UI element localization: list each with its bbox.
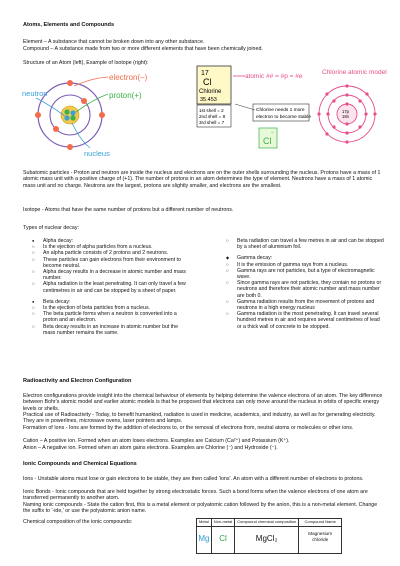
table-header-nonmetal: Non-metal xyxy=(211,519,234,527)
decay-heading: Types of nuclear decay: xyxy=(23,225,79,231)
nonmetal-symbol: Cl xyxy=(219,534,227,543)
isotope-diagram xyxy=(195,64,395,164)
electron-label: electron(–) xyxy=(109,73,148,82)
electron-dot xyxy=(53,126,59,132)
proton-label: proton(+) xyxy=(109,91,142,100)
nucleus-center-label: 17p xyxy=(342,109,349,114)
decay-right-item: ○ Gamma rays are not particles, but a type of electromagnetic wave. xyxy=(224,268,384,280)
compound-definition: Compound – A substance made from two or more different elements that have been chemically joined. xyxy=(23,46,263,52)
proton-dot xyxy=(70,115,75,120)
radioactivity-use-paragraph: Practical use of Radioactivity - Today, to benefit humankind, radiation is used in medicine, academics, and industry, as well as for generating electricity. They are in powerlines, microwave ovens, laser pointers and lamps. xyxy=(23,412,376,425)
electron-dot xyxy=(81,98,87,104)
ionic-bonds-paragraph: Ionic Bonds - Ionic compounds that are held together by strong electrostatic forces. Such a bond forms when the valence electrons of one atom are transferred permanently to another atom. xyxy=(23,489,368,502)
stability-note: Chlorine needs 1 more electron to become stable xyxy=(256,108,311,120)
decay-right-item: ◆ Gamma decay: xyxy=(224,255,384,261)
decay-right-item: ○ Gamma radiation results from the movement of protons and neutrons in a high energy nucleus xyxy=(224,299,384,311)
decay-left-item: ○ These particles can gain electrons from their environment to become neutral. xyxy=(30,257,190,269)
table-header-metal: Metal xyxy=(197,519,212,527)
decay-left-item: ○ Beta decay results in an increase in atomic number but the mass number remains the same. xyxy=(30,324,190,336)
decay-list-left xyxy=(30,238,190,336)
subatomic-paragraph: Subatomic particles - Proton and neutron are inside the nucleus and electrons are on the outer shells surrounding the nucleus. Protons have a mass of 1 atomic mass unit with a positive charge of (+1). The number of protons in an atom determines the type of element. Neutrons have a mass of 1 atomic mass unit and no charge. Neutrons are the largest, protons are slightly smaller, and electrons are the smallest. xyxy=(23,170,381,189)
decay-list-right xyxy=(224,238,384,330)
decay-left-item: ○ Alpha radiation is the least penetrating. It can only travel a few centimetres in air and can be stopped by a sheet of paper. xyxy=(30,281,190,293)
section-heading-atoms: Atoms, Elements and Compounds xyxy=(23,22,115,28)
ion-charge: – xyxy=(271,130,274,136)
decay-left-item: ● Alpha decay: xyxy=(30,238,190,244)
section-heading-ionic: Ionic Compounds and Chemical Equations xyxy=(23,461,137,467)
table-cell-composition xyxy=(235,527,299,554)
table-cell-nonmetal xyxy=(211,527,234,554)
table-cell-metal xyxy=(197,527,212,554)
electron-dot xyxy=(67,80,73,86)
neutron-label: neutron xyxy=(22,89,48,98)
atomic-number: 17 xyxy=(201,70,209,77)
element-definition: Element – A substance that cannot be broken down into any other substance. xyxy=(23,39,205,45)
compound-formula: MgCl₂ xyxy=(255,534,278,543)
nucleus-label: nucleus xyxy=(84,149,110,158)
decay-left-item: ○ Is the ejection of alpha particles from a nucleus. xyxy=(30,244,190,250)
decay-left-item: ○ An alpha particle consists of 2 protons and 2 neutrons. xyxy=(30,250,190,256)
compound-name: Magnesium chloride xyxy=(308,531,333,542)
element-name: Chlorine xyxy=(199,89,222,95)
anion-definition: Anion – A negative ion. Formed when an atom gains electrons. Examples are Chlorine (⁻) and Hydroxide (⁻). xyxy=(23,445,278,451)
element-mass: 35.453 xyxy=(200,97,217,103)
model-title: Chlorine atomic model xyxy=(322,69,387,76)
naming-paragraph: Naming ionic compounds - State the cation first, this is a metal element or polyatomic cation followed by the anion, this is a non-metal element. Change the suffix to '-ide,' or use the polyatomic anion name. xyxy=(23,502,378,515)
cation-definition: Cation – A positive ion. Formed when an atom loses electrons. Examples are Calcium (Ca²⁺) and Potassium (K⁺). xyxy=(23,438,290,444)
table-cell-name xyxy=(299,527,342,554)
electron-config-paragraph: Electron configurations provide insight into the chemical behaviour of elements by helping determine the valence electrons of an atom. The key difference between Bohr's atomic model and earlier atomic models is that he proposed that electrons can only move around the nucleus in orbits of specific energy levels or shells. xyxy=(23,393,383,412)
decay-left-item: ○ Is the ejection of beta particles from a nucleus. xyxy=(30,305,190,311)
decay-right-item: ○ Gamma radiation is the most penetrating. It can travel several hundred metres in air and requires several centimetres of lead or a thick wall of concrete to be stopped. xyxy=(224,311,384,330)
structure-caption: Structure of an Atom (left), Example of Isotope (right): xyxy=(23,60,149,66)
decay-left-item: ● Beta decay: xyxy=(30,299,190,305)
table-header-composition: Compound chemical composition xyxy=(235,519,299,527)
proton-dot xyxy=(64,109,69,114)
atom-structure-diagram xyxy=(22,70,172,160)
ionic-compound-table xyxy=(196,518,342,554)
ion-symbol: Cl xyxy=(263,136,272,146)
element-symbol: Cl xyxy=(203,77,212,87)
decay-right-item: ○ Beta radiation can travel a few metres in air and can be stopped by a sheet of aluminium foil. xyxy=(224,238,384,250)
decay-right-item: ○ Since gamma rays are not particles, they contain no protons or neutrons and therefore their atomic number and mass number are both 0. xyxy=(224,280,384,299)
section-heading-radioactivity: Radioactivity and Electron Configuration xyxy=(23,378,132,384)
ion-formation-paragraph: Formation of Ions - Ions are formed by the addition of electrons to, or the removal of electrons from, neutral atoms or molecules or other ions. xyxy=(23,425,354,431)
decay-left-item: ○ The beta particle forms when a neutron is converted into a proton and an electron. xyxy=(30,311,190,323)
ions-paragraph: Ions - Unstable atoms must lose or gain electrons to be stable, they are then called 'ions'. An atom with a different number of electrons to protons. xyxy=(23,476,364,482)
electron-dot xyxy=(35,112,41,118)
nucleus-center-label: 18n xyxy=(342,114,349,119)
shell-configuration: 1st shell = 2 2nd shell = 8 3rd shell = 7 xyxy=(199,108,226,125)
composition-caption: Chemical composition of the ionic compounds: xyxy=(23,519,133,525)
table-header-name: Compound Name xyxy=(299,519,342,527)
electron-dot xyxy=(99,112,105,118)
neutron-dot xyxy=(70,110,75,115)
decay-left-item: ○ Alpha decay results in a decrease in atomic number and mass number. xyxy=(30,269,190,281)
decay-right-item: ○ It is the emission of gamma rays from a nucleus. xyxy=(224,262,384,268)
neutron-dot xyxy=(64,115,69,120)
metal-symbol: Mg xyxy=(198,534,210,543)
isotope-paragraph: Isotope - Atoms that have the same number of protons but a different number of neutrons. xyxy=(23,207,234,213)
electron-dot xyxy=(67,144,73,150)
formula-note: atomic ## = #p = #e xyxy=(245,73,303,80)
